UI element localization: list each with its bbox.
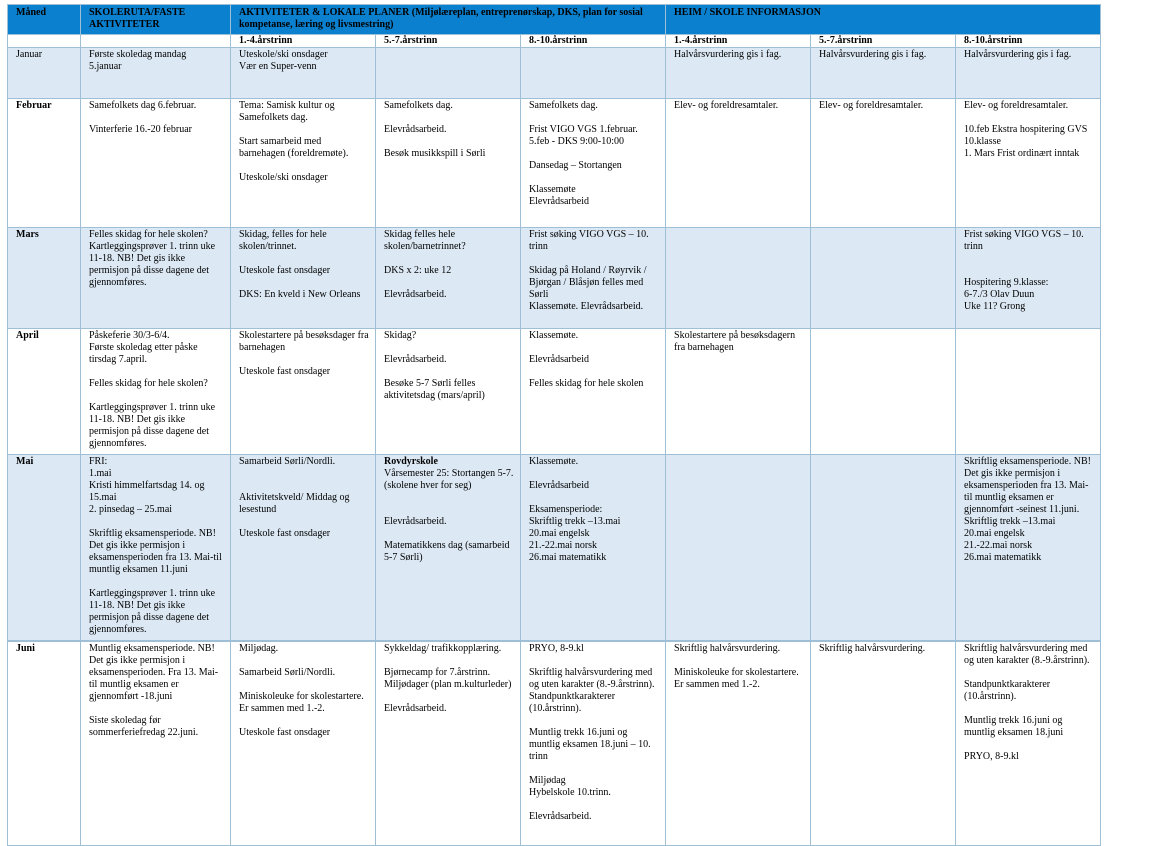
cell-line: Uteskole fast onsdager (239, 528, 331, 539)
cell-line: Elevrådsarbeid. (384, 124, 447, 135)
cell-line: Samefolkets dag 6.februar. (89, 100, 197, 111)
cell-h3 (956, 641, 1101, 846)
line-gap (964, 112, 1094, 124)
cell-line: Muntlig trekk 16.juni og muntlig eksamen 18.juni – 10. trinn (529, 727, 651, 762)
month-cell: Januar (8, 48, 81, 99)
cell-line: Første skoledag mandag (89, 49, 187, 60)
cell-line: Vær en Super-venn (239, 61, 317, 72)
cell-h3 (956, 455, 1101, 642)
cell-line: Standpunktkarakterer (10.årstrinn). (964, 679, 1051, 702)
month-row (8, 329, 1101, 455)
cell-school (81, 455, 231, 642)
line-gap (529, 468, 659, 480)
month-row (8, 455, 1101, 642)
cell-h1 (666, 48, 811, 99)
subheader-h2: 5.-7.årstrinn (811, 35, 956, 48)
cell-line: Uteskole/ski onsdager (239, 49, 328, 60)
cell-line: Start samarbeid med barnehagen (foreldremøte). (239, 136, 349, 159)
cell-line: 21.-22.mai norsk (964, 540, 1033, 551)
cell-a1 (231, 48, 376, 99)
cell-a2 (376, 228, 521, 329)
cell-line: Skriftlig eksamensperiode. NB! Det gis ikke permisjon i eksamensperioden fra 13. Mai-til muntlig eksamen er gjennomført -seinest 11.juni. (964, 456, 1091, 515)
cell-school (81, 329, 231, 455)
line-gap (964, 667, 1094, 679)
cell-line: 2. pinsedag – 25.mai (89, 504, 173, 515)
cell-line: Elev- og foreldresamtaler. (964, 100, 1069, 111)
cell-line: Kartleggingsprøver 1. trinn uke 11-18. NB! Det gis ikke permisjon på disse dagene det gjennomføres. (89, 402, 216, 449)
line-gap (239, 516, 369, 528)
header-activities: AKTIVITETER & LOKALE PLANER (Miljølæreplan, entreprenørskap, DKS, plan for sosial kompetanse, læring og livsmestring) (231, 5, 666, 35)
cell-line: Elevrådsarbeid. (384, 289, 447, 300)
cell-line: Vinterferie 16.-20 februar (89, 124, 192, 135)
line-gap (529, 715, 659, 727)
cell-line: Hospitering 9.klasse: (964, 277, 1049, 288)
cell-line: 26.mai matematikk (529, 552, 607, 563)
line-gap (239, 715, 369, 727)
line-gap (529, 112, 659, 124)
cell-a3 (521, 641, 666, 846)
cell-line: Skolestartere på besøksdager fra barnehagen (239, 330, 369, 353)
cell-line: Standpunktkarakterer (10.årstrinn). (529, 691, 616, 714)
header-home: HEIM / SKOLE INFORMASJON (666, 5, 1101, 35)
cell-line: Samefolkets dag. (384, 100, 453, 111)
cell-line: Miljødag. (239, 643, 279, 654)
cell-line: Elevrådsarbeid (529, 354, 589, 365)
cell-a1 (231, 329, 376, 455)
cell-line: PRYO, 8-9.kl (964, 751, 1019, 762)
line-gap (239, 253, 369, 265)
cell-line: Klassemøte (529, 184, 576, 195)
line-gap (384, 528, 514, 540)
cell-line: Første skoledag etter påske tirsdag 7.april. (89, 342, 198, 365)
cell-line: Besøke 5-7 Sørli felles aktivitetsdag (mars/april) (384, 378, 485, 401)
line-gap (529, 342, 659, 354)
cell-line: Kartleggingsprøver 1. trinn uke 11-18. NB! Det gis ikke permisjon på disse dagene det gjennomføres. (89, 241, 216, 288)
line-gap (239, 124, 369, 136)
cell-school (81, 48, 231, 99)
cell-h1 (666, 329, 811, 455)
subheader-h3: 8.-10.årstrinn (956, 35, 1101, 48)
year-plan-table (7, 4, 1101, 846)
cell-line: Elevrådsarbeid (529, 480, 589, 491)
cell-line: DKS: En kveld i New Orleans (239, 289, 361, 300)
cell-line: Skriftlig eksamensperiode. NB! Det gis ikke permisjon i eksamensperioden fra 13. Mai-til muntlig eksamen 11.juni (89, 528, 222, 575)
line-gap (529, 366, 659, 378)
cell-line: Miniskoleuke for skolestartere. Er sammen med 1.-2. (674, 667, 799, 690)
cell-a3 (521, 329, 666, 455)
cell-line: Uteskole fast onsdager (239, 727, 331, 738)
cell-a3 (521, 455, 666, 642)
line-gap (239, 679, 369, 691)
cell-a2 (376, 329, 521, 455)
line-gap (529, 253, 659, 265)
cell-line: Samarbeid Sørli/Nordli. (239, 667, 336, 678)
line-gap (89, 112, 224, 124)
cell-school (81, 99, 231, 228)
line-gap (384, 691, 514, 703)
month-cell: Mai (8, 455, 81, 642)
cell-line: DKS x 2: uke 12 (384, 265, 452, 276)
cell-line: Uteskole/ski onsdager (239, 172, 328, 183)
line-gap (89, 703, 224, 715)
cell-h3 (956, 228, 1101, 329)
line-gap (529, 799, 659, 811)
cell-h1 (666, 641, 811, 846)
month-row (8, 99, 1101, 228)
cell-line: Frist søking VIGO VGS – 10. trinn (964, 229, 1084, 252)
year-plan-document (7, 4, 1100, 846)
cell-school (81, 641, 231, 846)
subheader-empty-school (81, 35, 231, 48)
subheader-a3: 8.-10.årstrinn (521, 35, 666, 48)
cell-line: Hybelskole 10.trinn. (529, 787, 611, 798)
month-row (8, 228, 1101, 329)
cell-a3 (521, 228, 666, 329)
subheader-a1: 1.-4.årstrinn (231, 35, 376, 48)
cell-h3 (956, 99, 1101, 228)
cell-a2 (376, 48, 521, 99)
line-gap (239, 655, 369, 667)
cell-line: Vårsemester 25: Stortangen 5-7. (skolene hver for seg) (384, 468, 514, 491)
cell-line: 1. Mars Frist ordinært inntak (964, 148, 1080, 159)
cell-line: Skidag felles hele skolen/barnetrinnet? (384, 229, 466, 252)
subheader-row (8, 35, 1101, 48)
cell-line: Eksamensperiode: (529, 504, 603, 515)
cell-line: Skriftlig trekk –13.mai (529, 516, 621, 527)
cell-line: Elev- og foreldresamtaler. (819, 100, 924, 111)
cell-h2 (811, 329, 956, 455)
cell-line: Muntlig trekk 16.juni og muntlig eksamen 18.juni (964, 715, 1064, 738)
cell-line: Halvårsvurdering gis i fag. (819, 49, 927, 60)
cell-h1 (666, 99, 811, 228)
line-gap (384, 253, 514, 265)
cell-line: Skriftlig halvårsvurdering. (819, 643, 926, 654)
month-cell: Mars (8, 228, 81, 329)
cell-line: Skidag, felles for hele skolen/trinnet. (239, 229, 327, 252)
cell-line: Elevrådsarbeid. (384, 516, 447, 527)
cell-h2 (811, 641, 956, 846)
cell-line: Halvårsvurdering gis i fag. (674, 49, 782, 60)
cell-line: Frist VIGO VGS 1.februar. (529, 124, 638, 135)
cell-title: Rovdyrskole (384, 456, 438, 467)
line-gap (89, 516, 224, 528)
cell-line: Klassemøte. (529, 456, 579, 467)
line-gap (384, 277, 514, 289)
line-gap (964, 739, 1094, 751)
cell-school (81, 228, 231, 329)
cell-line: Skriftlig halvårsvurdering med og uten karakter (8.-9.årstrinn). (529, 667, 655, 690)
line-gap (239, 468, 369, 480)
cell-line: Kristi himmelfartsdag 14. og 15.mai (89, 480, 205, 503)
cell-line: Felles skidag for hele skolen? (89, 378, 208, 389)
header-row (8, 5, 1101, 35)
line-gap (384, 366, 514, 378)
cell-a3 (521, 48, 666, 99)
cell-line: Skriftlig halvårsvurdering. (674, 643, 781, 654)
cell-line: Kartleggingsprøver 1. trinn uke 11-18. NB! Det gis ikke permisjon på disse dagene det gjennomføres. (89, 588, 216, 635)
header-month: Måned (8, 5, 81, 35)
cell-a1 (231, 641, 376, 846)
cell-line: Sykkeldag/ trafikkopplæring. (384, 643, 502, 654)
line-gap (529, 492, 659, 504)
month-cell: April (8, 329, 81, 455)
cell-line: Elev- og foreldresamtaler. (674, 100, 779, 111)
cell-line: Aktivitetskveld/ Middag og lesestund (239, 492, 350, 515)
cell-line: Uke 11? Grong (964, 301, 1026, 312)
cell-a2 (376, 455, 521, 642)
cell-line: Elevrådsarbeid. (384, 703, 447, 714)
line-gap (384, 492, 514, 504)
line-gap (384, 136, 514, 148)
cell-h2 (811, 455, 956, 642)
cell-line: Miljødag (529, 775, 566, 786)
cell-a1 (231, 455, 376, 642)
cell-line: Dansedag – Stortangen (529, 160, 622, 171)
cell-h1 (666, 228, 811, 329)
line-gap (529, 763, 659, 775)
cell-line: 21.-22.mai norsk (529, 540, 598, 551)
cell-line: Miniskoleuke for skolestartere. Er sammen med 1.-2. (239, 691, 364, 714)
month-cell: Juni (8, 641, 81, 846)
line-gap (239, 160, 369, 172)
subheader-empty-month (8, 35, 81, 48)
cell-line: Matematikkens dag (samarbeid 5-7 Sørli) (384, 540, 510, 563)
line-gap (89, 576, 224, 588)
line-gap (239, 277, 369, 289)
line-gap (384, 112, 514, 124)
line-gap (529, 148, 659, 160)
subheader-h1: 1.-4.årstrinn (666, 35, 811, 48)
line-gap (239, 354, 369, 366)
cell-line: 26.mai matematikk (964, 552, 1042, 563)
cell-a2 (376, 641, 521, 846)
cell-line: 5.feb - DKS 9:00-10:00 (529, 136, 624, 147)
cell-line: Frist søking VIGO VGS – 10. trinn (529, 229, 649, 252)
cell-a2 (376, 99, 521, 228)
cell-line: Miljødager (plan m.kulturleder) (384, 679, 512, 690)
cell-a1 (231, 99, 376, 228)
cell-a3 (521, 99, 666, 228)
cell-line: Samefolkets dag. (529, 100, 598, 111)
cell-line: 10.feb Ekstra hospitering GVS 10.klasse (964, 124, 1088, 147)
month-row (8, 641, 1101, 846)
cell-line: Bjørnecamp for 7.årstrinn. (384, 667, 491, 678)
cell-line: 6-7./3 Olav Duun (964, 289, 1035, 300)
line-gap (964, 265, 1094, 277)
month-row (8, 48, 1101, 99)
cell-line: PRYO, 8-9.kl (529, 643, 584, 654)
cell-line: Uteskole fast onsdager (239, 265, 331, 276)
cell-line: 20.mai engelsk (529, 528, 590, 539)
cell-line: Skidag? (384, 330, 417, 341)
line-gap (384, 655, 514, 667)
cell-h1 (666, 455, 811, 642)
cell-line: Skolestartere på besøksdagern fra barnehagen (674, 330, 796, 353)
month-cell: Februar (8, 99, 81, 228)
cell-line: Felles skidag for hele skolen (529, 378, 644, 389)
cell-line: Klassemøte. Elevrådsarbeid. (529, 301, 644, 312)
line-gap (384, 504, 514, 516)
cell-h3 (956, 48, 1101, 99)
cell-line: Besøk musikkspill i Sørli (384, 148, 486, 159)
line-gap (239, 480, 369, 492)
cell-line: Elevrådsarbeid (529, 196, 589, 207)
cell-line: Påskeferie 30/3-6/4. (89, 330, 170, 341)
cell-a1 (231, 228, 376, 329)
month-rows (8, 48, 1101, 846)
cell-line: Siste skoledag før sommerferiefredag 22.juni. (89, 715, 199, 738)
cell-line: Halvårsvurdering gis i fag. (964, 49, 1072, 60)
cell-line: 5.januar (89, 61, 122, 72)
cell-line: FRI: (89, 456, 108, 467)
subheader-a2: 5.-7.årstrinn (376, 35, 521, 48)
cell-line: Elevrådsarbeid. (529, 811, 592, 822)
line-gap (89, 390, 224, 402)
line-gap (384, 342, 514, 354)
cell-line: Klassemøte. (529, 330, 579, 341)
line-gap (674, 655, 804, 667)
cell-h2 (811, 99, 956, 228)
line-gap (529, 172, 659, 184)
cell-line: Muntlig eksamensperiode. NB! Det gis ikke permisjon i eksamensperioden. Fra 13. Mai-til muntlig eksamen er gjennomført -18.juni (89, 643, 219, 702)
cell-line: Skriftlig trekk –13.mai (964, 516, 1056, 527)
line-gap (964, 253, 1094, 265)
line-gap (964, 703, 1094, 715)
cell-line: 1.mai (89, 468, 112, 479)
cell-line: Skriftlig halvårsvurdering med og uten karakter (8.-9.årstrinn). (964, 643, 1090, 666)
line-gap (529, 655, 659, 667)
cell-line: Samarbeid Sørli/Nordli. (239, 456, 336, 467)
header-school: SKOLERUTA/FASTE AKTIVITETER (81, 5, 231, 35)
cell-line: 20.mai engelsk (964, 528, 1025, 539)
cell-h2 (811, 228, 956, 329)
cell-line: Tema: Samisk kultur og Samefolkets dag. (239, 100, 335, 123)
cell-line: Elevrådsarbeid. (384, 354, 447, 365)
cell-line: Felles skidag for hele skolen? (89, 229, 208, 240)
cell-h3 (956, 329, 1101, 455)
cell-line: Skidag på Holand / Røyrvik / Bjørgan / Blåsjøn felles med Sørli (529, 265, 647, 300)
line-gap (89, 366, 224, 378)
cell-line: Uteskole fast onsdager (239, 366, 331, 377)
cell-h2 (811, 48, 956, 99)
